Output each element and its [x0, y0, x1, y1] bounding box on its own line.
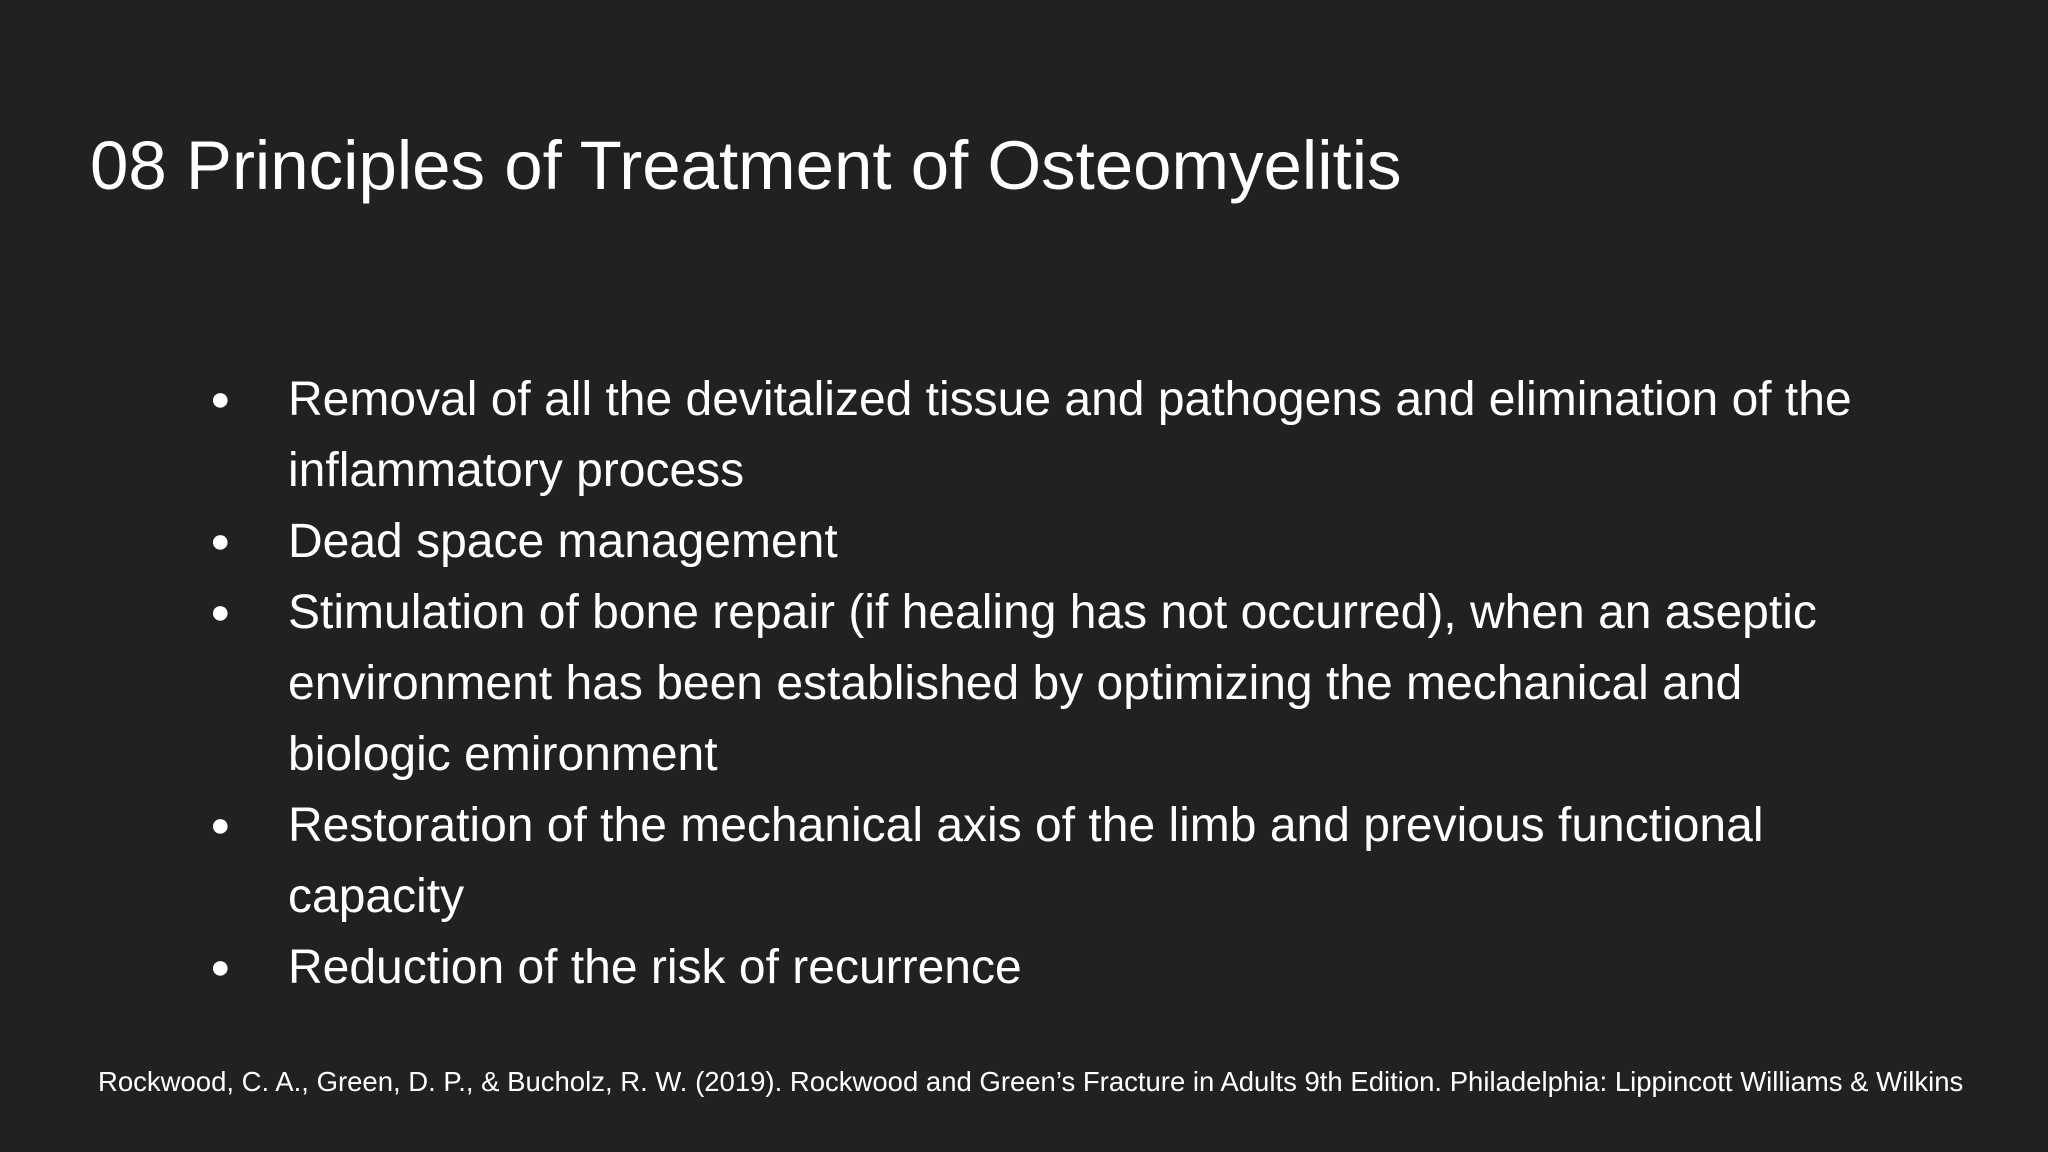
bullet-text: Dead space management — [288, 515, 838, 568]
bullet-dot-icon: ● — [210, 948, 231, 986]
bullet-item — [206, 577, 1906, 790]
bullet-dot-icon: ● — [210, 806, 231, 844]
bullet-item — [206, 932, 1906, 1003]
slide-title: 08 Principles of Treatment of Osteomyelitis — [90, 127, 1402, 204]
bullet-text: Reduction of the risk of recurrence — [288, 941, 1022, 994]
bullet-item — [206, 364, 1906, 506]
bullet-item — [206, 790, 1906, 932]
bullet-list — [206, 364, 1906, 1003]
bullet-text: Restoration of the mechanical axis of the limb and previous functional capacity — [288, 799, 1764, 923]
bullet-dot-icon: ● — [210, 593, 231, 631]
bullet-text: Stimulation of bone repair (if healing has not occurred), when an aseptic environment has been established by optimizing the mechanical and biologic emironment — [288, 586, 1817, 781]
bullet-text: Removal of all the devitalized tissue and pathogens and elimination of the inflammatory process — [288, 373, 1852, 497]
citation: Rockwood, C. A., Green, D. P., & Bucholz, R. W. (2019). Rockwood and Green’s Fracture in Adults 9th Edition. Philadelphia: Lippincott Williams & Wilkins — [98, 1066, 1964, 1097]
bullet-item — [206, 506, 1906, 577]
bullet-dot-icon: ● — [210, 380, 231, 418]
bullet-dot-icon: ● — [210, 522, 231, 560]
